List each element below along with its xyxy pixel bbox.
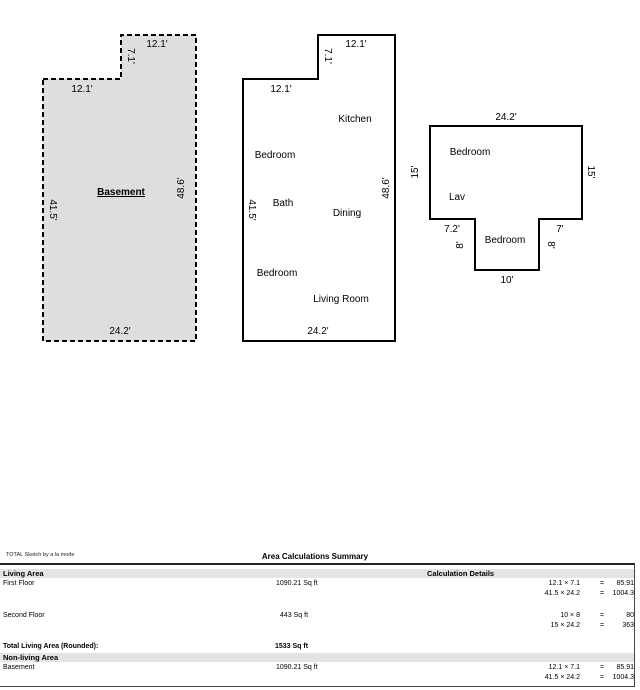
row-area: 443 Sq ft [280, 612, 309, 619]
second-floor-plan [410, 112, 596, 286]
room-label: Bath [272, 198, 294, 209]
calc-line [540, 612, 634, 620]
row-label: Second Floor [3, 612, 45, 619]
row-label: Basement [3, 664, 35, 671]
calc-eq: = [600, 622, 605, 629]
calc-value: 363 [622, 622, 634, 629]
non-living-area-header [0, 653, 634, 662]
calc-eq: = [600, 664, 605, 671]
calc-line [540, 664, 634, 672]
calc-expr: 15 × 24.2 [550, 622, 580, 629]
calc-value: 85.91 [616, 580, 634, 587]
second-floor-dim-left-drop: 8' [455, 241, 466, 249]
first-floor-dim-top: 12.1' [345, 39, 367, 50]
room-label: Kitchen [338, 114, 372, 125]
calc-eq: = [600, 580, 605, 587]
second-floor-dim-right-step: 7' [556, 224, 564, 235]
calc-value: 85.91 [616, 664, 634, 671]
basement-dim-left: 41.5' [47, 199, 58, 221]
calc-line [540, 590, 634, 598]
calc-expr: 41.5 × 24.2 [544, 590, 580, 597]
total-living-label: Total Living Area (Rounded): [3, 643, 99, 650]
basement-dim-right: 48.6' [176, 177, 187, 199]
first-floor-dim-bottom: 24.2' [307, 326, 329, 337]
basement-label: Basement [97, 187, 145, 198]
room-label: Bedroom [484, 235, 526, 246]
calc-expr: 12.1 × 7.1 [548, 580, 580, 587]
second-floor-dim-left-step: 7.2' [444, 224, 460, 235]
calc-eq: = [600, 590, 605, 597]
basement-dim-top: 12.1' [146, 39, 168, 50]
room-label: Dining [332, 208, 362, 219]
calc-details-label: Calculation Details [427, 569, 495, 578]
first-floor-dim-step: 12.1' [270, 84, 292, 95]
room-label: Bedroom [449, 147, 491, 158]
calc-value: 1004.3 [612, 674, 634, 681]
calc-expr: 12.1 × 7.1 [548, 664, 580, 671]
calc-value: 1004.3 [612, 590, 634, 597]
second-floor-dim-bottom: 10' [500, 275, 514, 286]
first-floor-dim-left: 41.5' [246, 199, 257, 221]
calc-value: 80 [626, 612, 634, 619]
row-label: First Floor [3, 580, 35, 587]
living-area-label: Living Area [3, 569, 44, 578]
second-floor-dim-right: 15' [585, 165, 596, 179]
basement-dim-notch: 7.1' [125, 48, 136, 64]
row-area: 1090.21 Sq ft [276, 580, 318, 587]
row-area: 1090.21 Sq ft [276, 664, 318, 671]
calc-expr: 41.5 × 24.2 [544, 674, 580, 681]
second-floor-dim-top: 24.2' [495, 112, 517, 123]
basement-plan [43, 35, 196, 341]
second-floor-dim-left: 15' [410, 165, 421, 179]
first-floor-plan [243, 35, 395, 341]
first-floor-dim-notch: 7.1' [322, 48, 333, 64]
calc-line [540, 674, 634, 682]
non-living-area-label: Non-living Area [3, 653, 59, 662]
second-floor-dim-right-drop: 8' [545, 241, 556, 249]
calc-line [540, 580, 634, 588]
room-label: Bedroom [254, 150, 296, 161]
sketch-credit: TOTAL Sketch by a la mode [6, 552, 75, 558]
calc-eq: = [600, 674, 605, 681]
room-label: Living Room [313, 294, 369, 305]
basement-dim-step: 12.1' [71, 84, 93, 95]
first-floor-dim-right: 48.6' [381, 177, 392, 199]
summary-title: Area Calculations Summary [261, 552, 369, 561]
room-label: Bedroom [256, 268, 298, 279]
room-label: Lav [448, 192, 466, 203]
area-summary-table [0, 563, 635, 687]
calc-eq: = [600, 612, 605, 619]
calc-expr: 10 × 8 [560, 612, 580, 619]
basement-dim-bottom: 24.2' [109, 326, 131, 337]
living-area-header [0, 569, 634, 578]
total-living-value: 1533 Sq ft [275, 643, 309, 650]
calc-line [540, 622, 634, 630]
